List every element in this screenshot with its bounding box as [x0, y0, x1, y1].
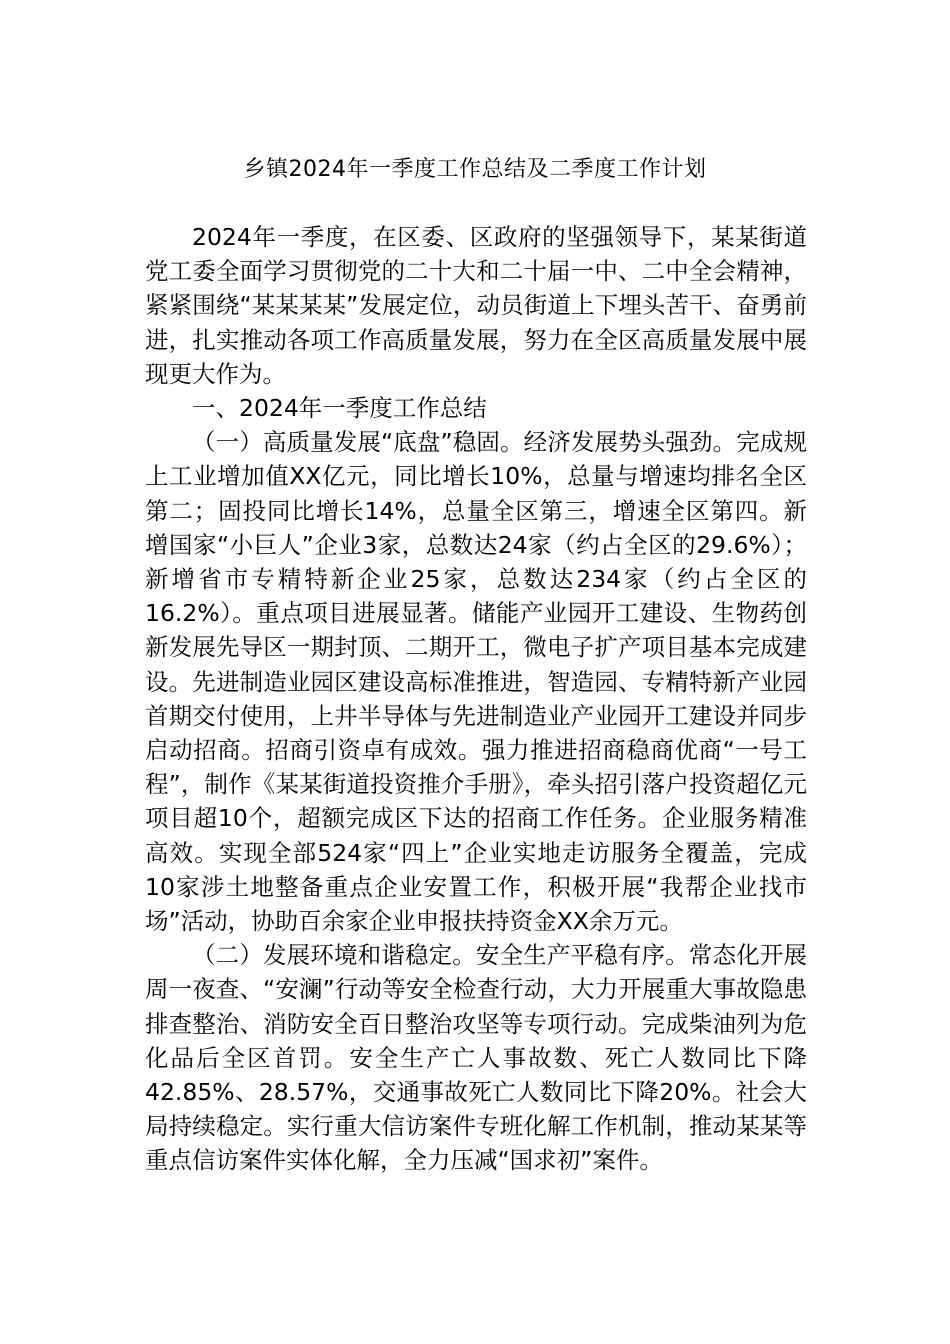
section-heading: 一、2024年一季度工作总结	[192, 394, 487, 423]
intro-paragraph: 2024年一季度，在区委、区政府的坚强领导下，某某街道党工委全面学习贯彻党的二十大和二十届一中、二中全会精神，紧紧围绕“某某某某”发展定位，动员街道上下埋头苦干、奋勇前进，扎实推动各项工作高质量发展，努力在全区高质量发展中展现更大作为。	[145, 223, 807, 388]
paragraph-development-environment: （二）发展环境和谐稳定。安全生产平稳有序。常态化开展周一夜查、“安澜”行动等安全检查行动，大力开展重大事故隐患排查整治、消防安全百日整治攻坚等专项行动。完成柴油列为危化品后全区首罚。安全生产亡人事故数、死亡人数同比下降42.85%、28.57%，交通事故死亡人数同比下降20%。社会大局持续稳定。实行重大信访案件专班化解工作机制，推动某某等重点信访案件实体化解，全力压减“国求初”案件。	[145, 941, 807, 1175]
document-body	[145, 220, 807, 1178]
paragraph-economic-development: （一）高质量发展“底盘”稳固。经济发展势头强劲。完成规上工业增加值XX亿元，同比增长10%，总量与增速均排名全区第二；固投同比增长14%，总量全区第三，增速全区第四。新增国家“小巨人”企业3家，总数达24家（约占全区的29.6%）；新增省市专精特新企业25家，总数达234家（约占全区的16.2%）。重点项目进展显著。储能产业园开工建设、生物药创新发展先导区一期封顶、二期开工，微电子扩产项目基本完成建设。先进制造业园区建设高标准推进，智造园、专精特新产业园首期交付使用，上井半导体与先进制造业产业园开工建设并同步启动招商。招商引资卓有成效。强力推进招商稳商优商“一号工程”，制作《某某街道投资推介手册》，牵头招引落户投资超亿元项目超10个，超额完成区下达的招商工作任务。企业服务精准高效。实现全部524家“四上”企业实地走访服务全覆盖，完成10家涉土地整备重点企业安置工作，积极开展“我帮企业找市场”活动，协助百余家企业申报扶持资金XX余万元。	[145, 428, 807, 936]
document-title: 乡镇2024年一季度工作总结及二季度工作计划	[243, 157, 707, 182]
